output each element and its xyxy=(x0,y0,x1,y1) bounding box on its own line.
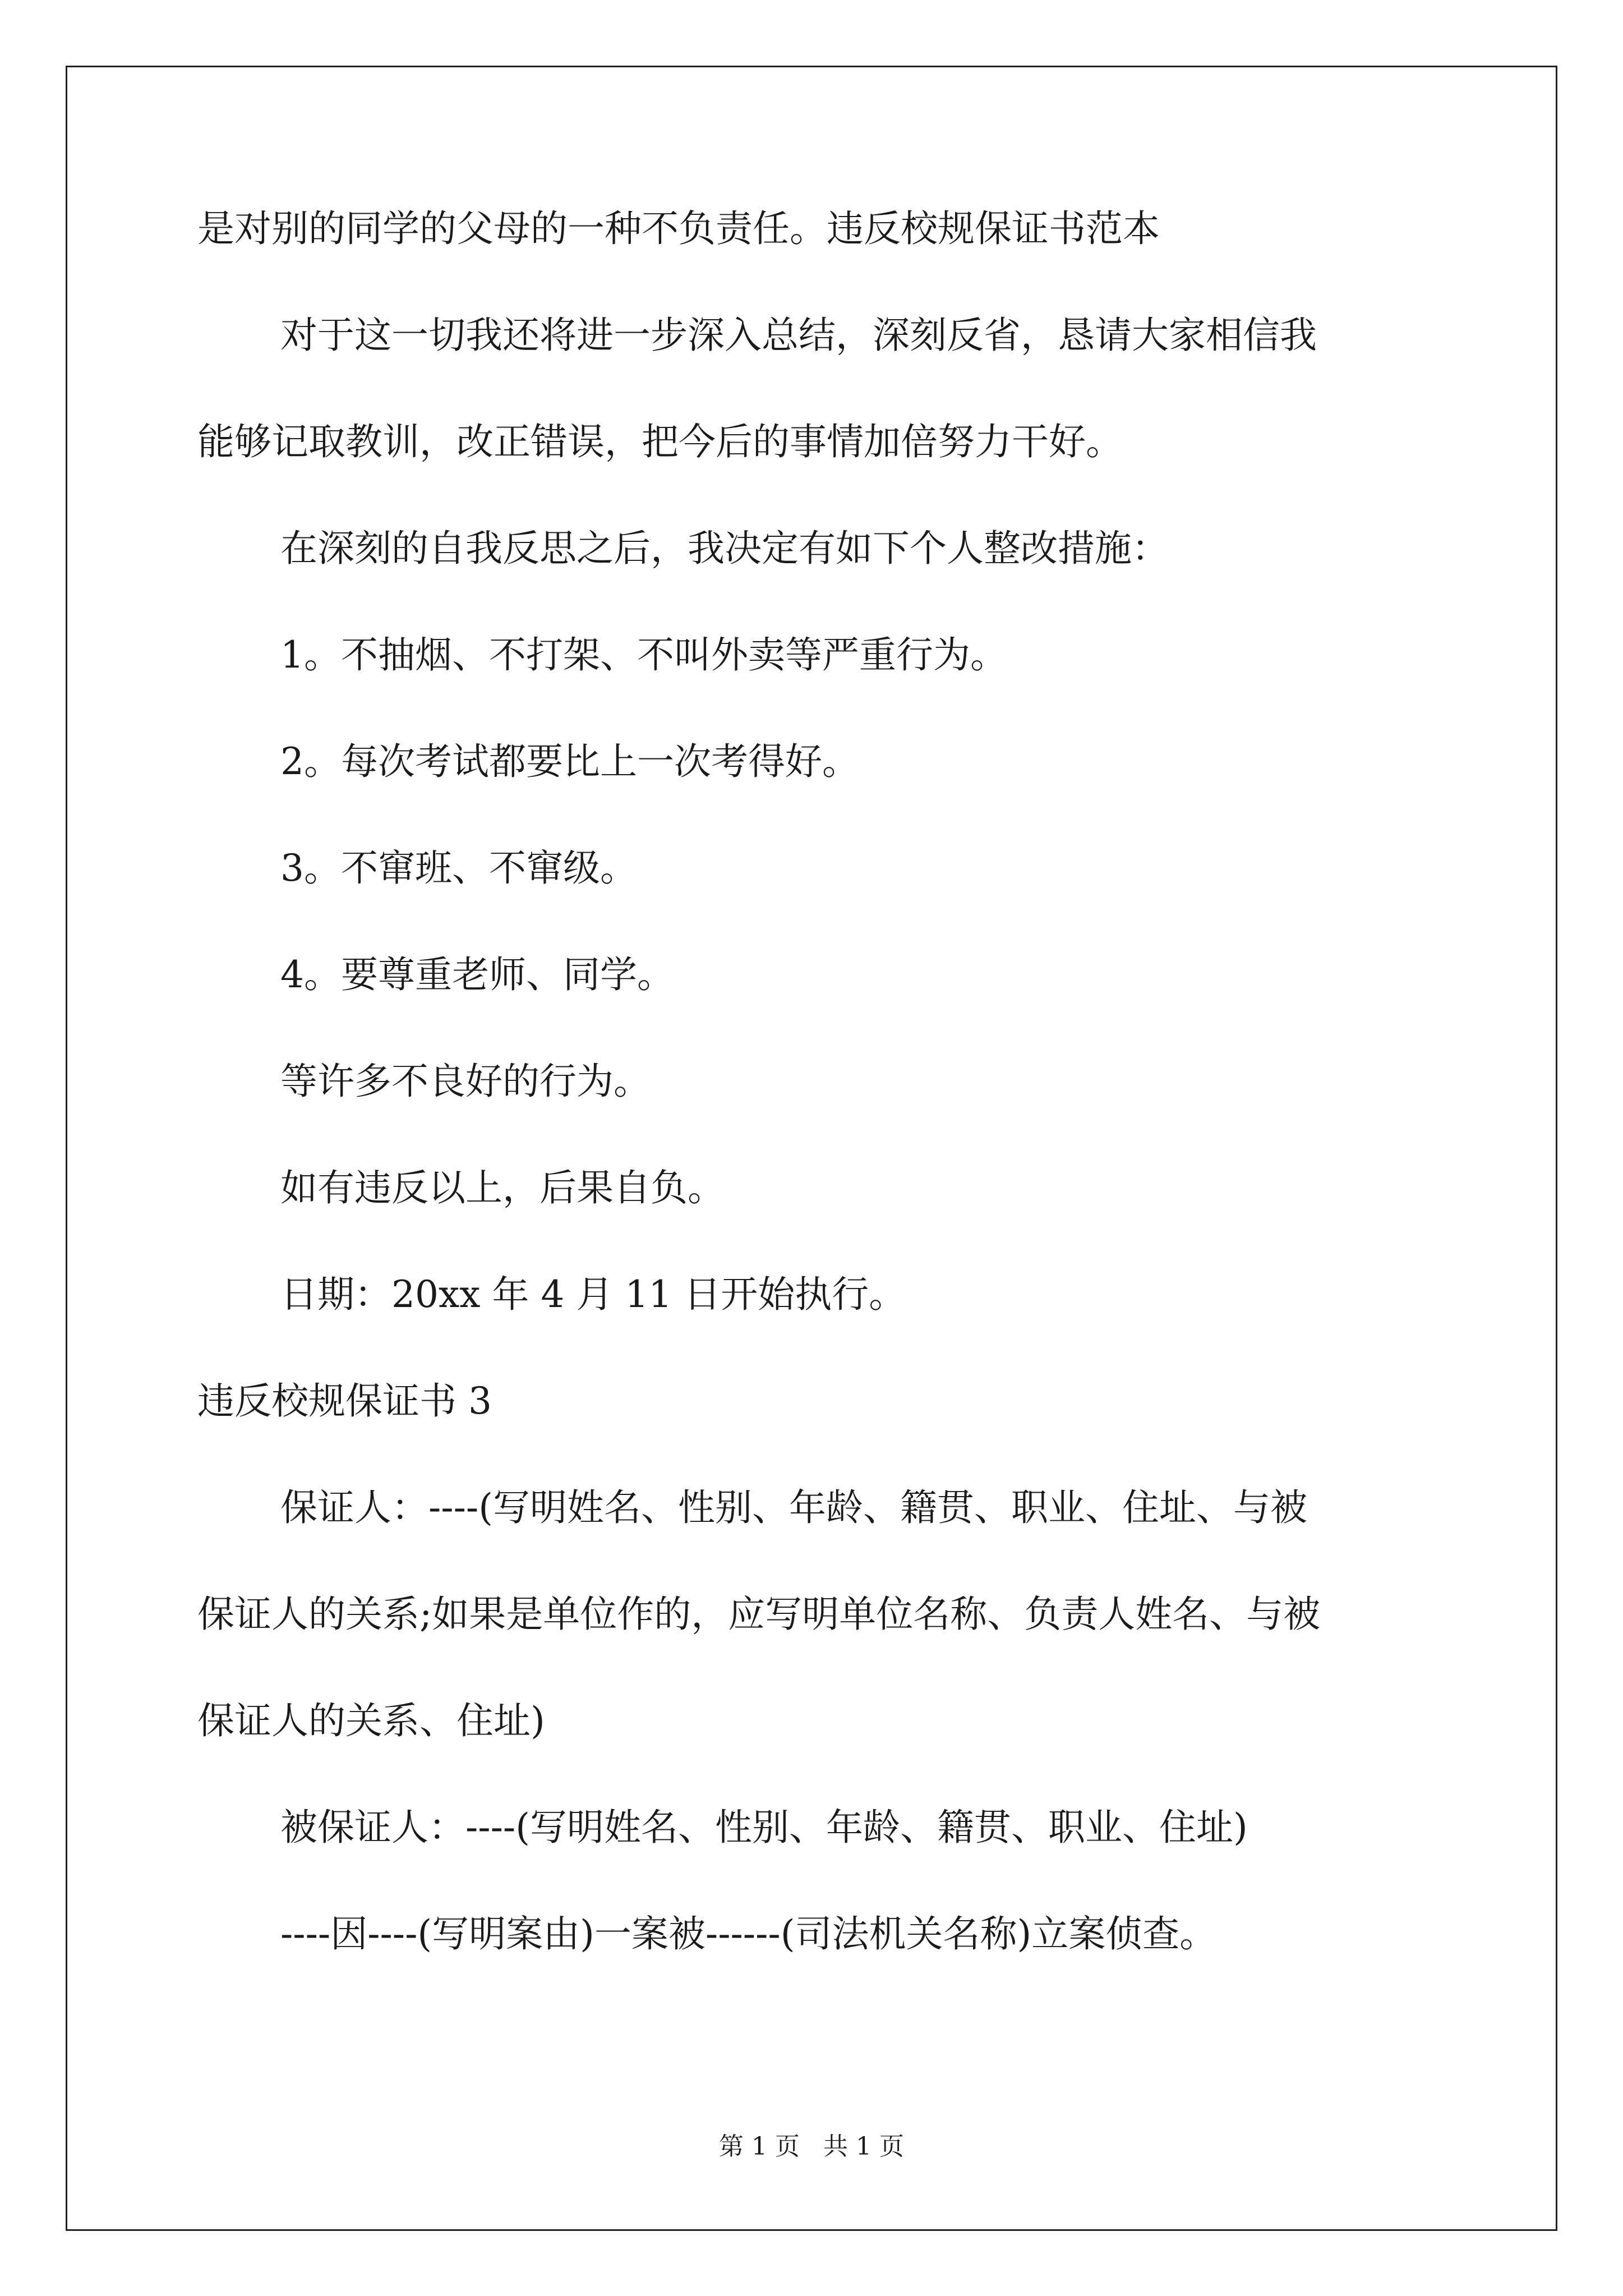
section-heading: 违反校规保证书 3 xyxy=(197,1379,492,1423)
page-number: 第 1 页 共 1 页 xyxy=(719,2132,904,2161)
list-item: 4。要尊重老师、同学。 xyxy=(280,953,674,996)
text-line: 在深刻的自我反思之后，我决定有如下个人整改措施： xyxy=(280,527,1169,570)
text-line: ----因----(写明案由)一案被------(司法机关名称)立案侦查。 xyxy=(280,1912,1217,1955)
text-line: 能够记取教训，改正错误，把今后的事情加倍努力干好。 xyxy=(197,420,1123,463)
text-line: 如有违反以上，后果自负。 xyxy=(280,1166,725,1209)
text-line: 对于这一切我还将进一步深入总结，深刻反省，恳请大家相信我 xyxy=(280,314,1317,357)
list-item: 2。每次考试都要比上一次考得好。 xyxy=(280,740,859,783)
text-line: 保证人的关系、住址) xyxy=(197,1699,545,1742)
list-item: 1。不抽烟、不打架、不叫外卖等严重行为。 xyxy=(280,633,1007,677)
list-item: 3。不窜班、不窜级。 xyxy=(280,846,637,890)
text-line: 保证人：----(写明姓名、性别、年龄、籍贯、职业、住址、与被 xyxy=(280,1486,1307,1529)
text-line: 等许多不良好的行为。 xyxy=(280,1060,651,1103)
text-line: 是对别的同学的父母的一种不负责任。违反校规保证书范本 xyxy=(197,207,1160,250)
text-line: 被保证人：----(写明姓名、性别、年龄、籍贯、职业、住址) xyxy=(280,1806,1248,1849)
document-body xyxy=(197,207,1431,2022)
text-line: 保证人的关系;如果是单位作的，应写明单位名称、负责人姓名、与被 xyxy=(197,1593,1321,1636)
date-line: 日期：20xx 年 4 月 11 日开始执行。 xyxy=(280,1273,906,1316)
